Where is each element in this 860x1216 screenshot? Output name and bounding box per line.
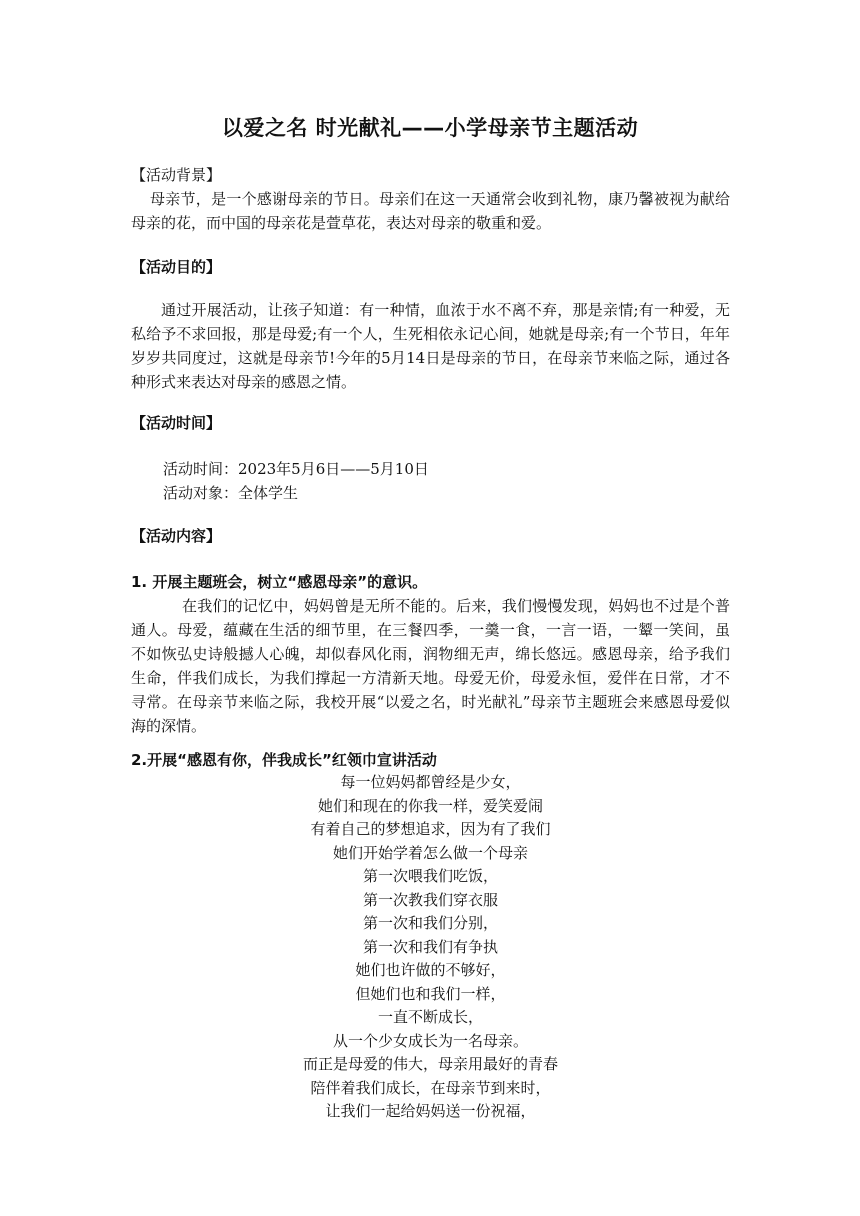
poem-line: 第一次喂我们吃饭， [362, 867, 498, 885]
document-title: 以爱之名 时光献礼——小学母亲节主题活动 [221, 116, 639, 140]
poem-line: 让我们一起给妈妈送一份祝福， [325, 1102, 536, 1120]
content-item-2-title: 2.开展“感恩有你，伴我成长”红领巾宣讲活动 [131, 751, 437, 769]
poem-line: 而正是母爱的伟大，母亲用最好的青春 [302, 1055, 558, 1073]
poem-line: 从一个少女成长为一名母亲。 [332, 1031, 528, 1050]
activity-target-line: 活动对象：全体学生 [163, 484, 299, 502]
background-paragraph: 母亲节，是一个感谢母亲的节日。母亲们在这一天通常会收到礼物，康乃馨被视为献给母亲的花，而中国的母亲花是萱草花，表达对母亲的敬重和爱。 [131, 190, 730, 232]
poem-line: 有着自己的梦想追求，因为有了我们 [310, 820, 551, 838]
poem-line: 但她们也和我们一样， [355, 984, 506, 1003]
content-item-1-title: 1. 开展主题班会，树立“感恩母亲”的意识。 [131, 573, 428, 591]
poem-line: 一直不断成长， [377, 1008, 483, 1026]
section-heading-purpose: 【活动目的】 [131, 258, 222, 276]
poem-line: 每一位妈妈都曾经是少女， [340, 773, 521, 791]
section-heading-time: 【活动时间】 [131, 414, 222, 432]
poem-block [131, 771, 730, 1124]
poem-line: 她们也许做的不够好， [355, 961, 506, 979]
poem-line: 第一次教我们穿衣服 [362, 890, 498, 909]
poem-line: 她们和现在的你我一样，爱笑爱闹 [317, 796, 543, 815]
section-heading-background: 【活动背景】 [131, 166, 222, 184]
poem-line: 陪伴着我们成长，在母亲节到来时， [310, 1078, 551, 1097]
activity-time-line: 活动时间：2023年5月6日——5月10日 [163, 460, 429, 478]
poem-line: 她们开始学着怎么做一个母亲 [332, 843, 528, 862]
purpose-paragraph: 通过开展活动，让孩子知道：有一种情，血浓于水不离不弃，那是亲情;有一种爱，无私给予不求回报，那是母爱;有一个人，生死相依永记心间，她就是母亲;有一个节日，年年岁岁共同度过，这就是母亲节!今年的5月14日是母亲的节日，在母亲节来临之际，通过各种形式来表达对母亲的感恩之情。 [131, 301, 730, 391]
poem-line: 第一次和我们有争执 [362, 937, 498, 956]
section-heading-content: 【活动内容】 [131, 527, 222, 545]
poem-line: 第一次和我们分别， [362, 914, 498, 932]
content-item-1-paragraph: 在我们的记忆中，妈妈曾是无所不能的。后来，我们慢慢发现，妈妈也不过是个普通人。母爱，蕴藏在生活的细节里，在三餐四季，一羹一食，一言一语，一颦一笑间，虽不如恢弘史诗般撼人心魄，却似春风化雨，润物细无声，绵长悠远。感恩母亲，给予我们生命，伴我们成长，为我们撑起一方清新天地。母爱无价，母爱永恒，爱伴在日常，才不寻常。在母亲节来临之际，我校开展“以爱之名，时光献礼”母亲节主题班会来感恩母爱似海的深情。 [131, 597, 730, 735]
